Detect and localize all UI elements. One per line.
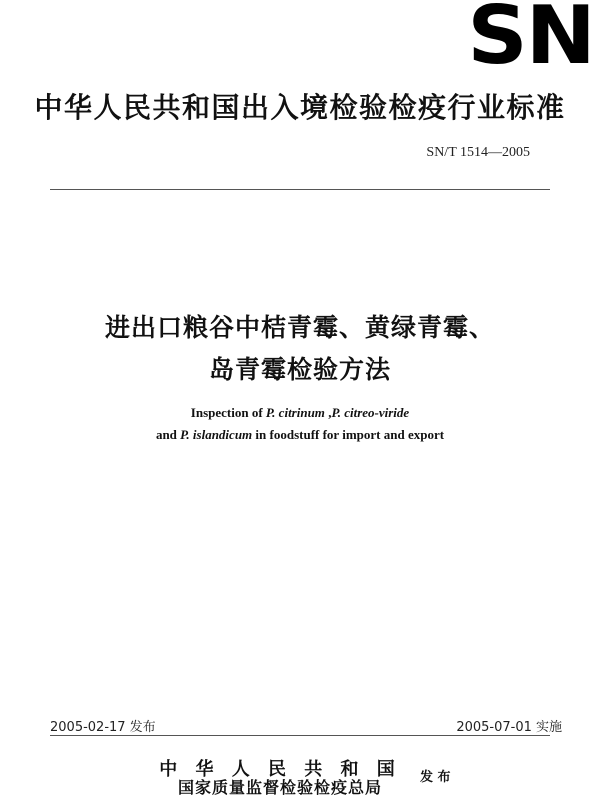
title-zh-line2: 岛青霉检验方法: [208, 355, 391, 384]
implement-date: 2005-07-01 实施: [456, 720, 562, 735]
issue-date: 2005-02-17 发布: [50, 720, 156, 735]
title-en-species1: P. citrinum: [265, 405, 325, 420]
issuer-line2: 国家质量监督检验检疫总局: [177, 778, 382, 797]
title-zh-line1: 进出口粮谷中桔青霉、黄绿青霉、: [104, 313, 495, 342]
header-divider: [50, 189, 550, 190]
title-en-species3: P. islandicum: [180, 427, 253, 442]
title-en-line1: [0, 405, 600, 421]
sn-logo: SN: [467, 0, 594, 82]
footer-divider: [50, 735, 550, 736]
title-en-species2: P. citreo-viride: [331, 405, 410, 420]
title-en-and: and: [155, 427, 181, 442]
organization-title: 中华人民共和国出入境检验检疫行业标准: [34, 91, 566, 124]
standard-number: SN/T 1514—2005: [426, 145, 530, 160]
issuer-line1: 中 华 人 民 共 和 国: [159, 759, 401, 780]
title-en-line2: [0, 427, 600, 443]
publish-label: 发 布: [420, 770, 451, 785]
title-en-suffix: in foodstuff for import and export: [252, 427, 445, 442]
title-en-separator: ,: [324, 405, 332, 420]
title-en-prefix: Inspection of: [190, 405, 266, 420]
